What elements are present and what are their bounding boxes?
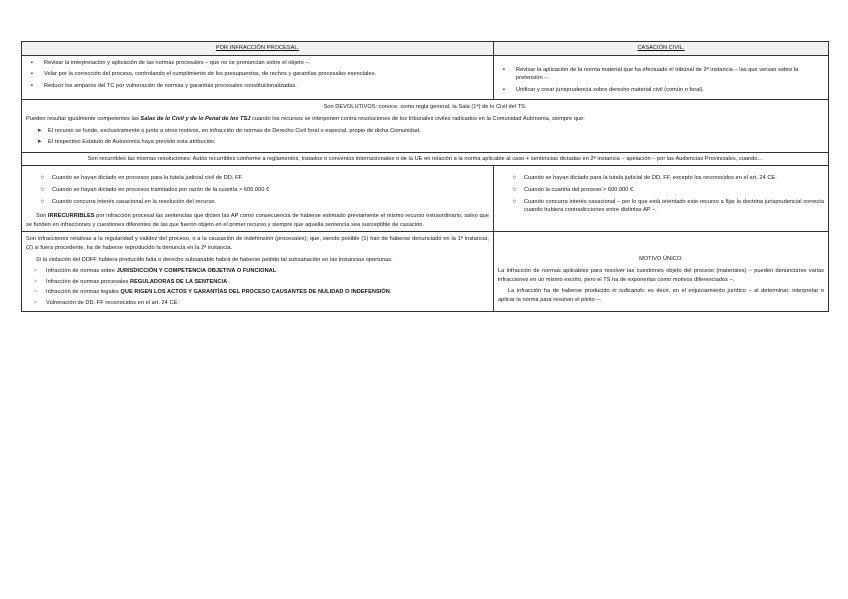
pointing-hand-icon: ☞ (33, 299, 39, 306)
square-bullet-icon: ▪ (31, 82, 34, 89)
list-item: ▪ Unificar y crear jurisprudencia sobre derecho material civil (común o foral). (503, 86, 705, 93)
pointing-hand-icon: ☞ (33, 268, 39, 275)
cases-right (494, 166, 829, 232)
list-item: ☆ Cuando se hayan dictado para la tutela judicial de DD. FF, excepto los reconocidos en el art. 24 CE. (512, 175, 777, 182)
right-title: CASACIÓN CIVIL. (637, 45, 685, 51)
square-bullet-icon: ▪ (31, 59, 34, 66)
grounds-left (22, 232, 494, 312)
ddff-paragraph: Si la violación del DDFF hubiera producido falta o derecho subsanable habrá de haberse pedido tal subsanación en las instancias oportunas. (36, 256, 393, 263)
list-item: ☞ Vulneración de DD. FF reconocidos en el art. 24 CE. (33, 299, 179, 306)
competence-row (22, 100, 829, 152)
cases-left (22, 166, 494, 232)
recurrible-cell: Son recurribles las mismas resoluciones: Autos recurribles conforme a reglamentos, tratados o convenios internacionales o de la UE en relación a la norma aplicable al caso + sentencias dictadas en 2ª instancia – apelación – por las Audiencias Provinciales, cuando... (22, 152, 829, 166)
list-item: ▪ Velar por la corrección del proceso, controlando el cumplimiento de los presupuestos, de rechos y garantías procesales esenciales. (31, 71, 377, 78)
header-right (494, 42, 829, 56)
single-ground-paragraph: La infracción de normas aplicables para resolver las cuestiones objeto del proceso (materiales) – pueden denunciarse varias infracciones en un mismo escrito, pero el TS ha de exponerlas como motivos diferenciados –. (498, 267, 824, 283)
list-item: ▪ Reducir los amparos del TC por vulneración de normas y garantías procesales constitucionalizadas. (31, 82, 297, 89)
list-item: ☆ Cuando concurra interés casacional – por lo que está orientado este recurso a fijar la doctrina jurisprudencial correcta cuando hubiera contradicciones entre distintas AP –. (512, 198, 824, 214)
list-item: ▪ Revisar la interpretación y aplicación de las normas procesales – que no se pronuncian sobre el objeto –. (31, 59, 311, 66)
square-bullet-icon: ▪ (503, 66, 506, 73)
arrow-bullet-icon: ➤ (37, 139, 42, 146)
list-item: ☆ Cuando concurra interés casacional en la resolución del recurso. (40, 198, 216, 205)
star-bullet-icon: ☆ (40, 186, 46, 193)
irrecurrible-paragraph: Son IRRECURRIBLES por infracción procesal las sentencias que dicten las AP como consecuencia de haberse estimado previamente el mismo recurso extraordinario, salvo que se funden en infracciones y cuestiones diferentes de las que fueron objeto en el primer recurso y siempre que aquella sentencia sea susceptible de casación. (26, 213, 489, 228)
header-left (22, 42, 494, 56)
list-item: ☞ Infracción de normas sobre JURISDICCIÓN Y COMPETENCIA OBJETIVA O FUNCIONAL. (33, 268, 278, 275)
list-item: ☆ Cuando se hayan dictado en procesos para la tutela judicial civil de DD. FF (40, 175, 242, 182)
cases-row (22, 166, 829, 232)
infractions-paragraph: Son infracciones relativas a la regularidad y validez del proceso, o a la causación de indefensión (procesales); que, siendo posible (1) han de haberse denunciado en la 1ª instancia, (2) si fuera procedente, ha de haberse reproducido la denuncia en la 2ª instancia. (26, 236, 489, 251)
purpose-right (494, 55, 829, 100)
list-item: ☆ Cuando se hayan dictado en procesos tramitados por razón de la cuantía > 600.000 € (40, 186, 270, 193)
devolutive-intro: Son DEVOLUTIVOS: conoce, como regla general, la Sala (1ª) de lo Civil del TS. (323, 104, 527, 111)
star-bullet-icon: ☆ (512, 175, 518, 182)
pointing-hand-icon: ☞ (33, 289, 39, 296)
grounds-row (22, 232, 829, 312)
list-item: ☆ Cuando la cuantía del proceso > 600.000 €. (512, 186, 635, 193)
list-item: ➤ El recurso se funde, exclusivamente o junto a otros motivos, en infracción de normas de Derecho Civil foral o especial, propio de dicha Comunidad. (37, 127, 421, 134)
list-item: ▪ Revisar la aplicación de la norma material que ha efectuado el tribunal de 2ª instancia – las que versan sobre la pretensión –. (503, 66, 799, 82)
arrow-bullet-icon: ➤ (37, 127, 42, 134)
purpose-left (22, 55, 494, 100)
left-title: POR INFRACCIÓN PROCESAL. (215, 45, 300, 51)
star-bullet-icon: ☆ (40, 175, 46, 182)
list-item: ☞ Infracción de normas procesales REGULADORAS DE LA SENTENCIA. (33, 278, 229, 285)
grounds-right (494, 232, 829, 312)
competence-cell (22, 100, 829, 152)
comparison-table (21, 41, 829, 312)
square-bullet-icon: ▪ (31, 71, 34, 78)
in-iudicando-paragraph: La infracción ha de haberse producido in iudicando; es decir, en el enjuiciamiento jurídico – al determinar, interpretar o aplicar la norma para resolver el pleito –. (498, 288, 824, 303)
recurrible-row (22, 152, 829, 166)
single-ground-title: MOTIVO ÚNICO: (639, 256, 683, 263)
star-bullet-icon: ☆ (512, 186, 518, 193)
header-row (22, 42, 829, 56)
list-item: ☞ Infracción de normas legales QUE RIGEN LOS ACTOS Y GARANTÍAS DEL PROCESO CAUSANTES DE NULIDAD O INDEFENSIÓN. (33, 289, 392, 296)
pointing-hand-icon: ☞ (33, 278, 39, 285)
competence-paragraph: Pueden resultar igualmente competentes las Salas de lo Civil y de lo Penal de los TSJ cuando los recursos se interponen contra resoluciones de los tribunales civiles radicados en la Comunidad Autónoma, siempre que: (26, 115, 585, 122)
list-item: ➤ El respectivo Estatuto de Autonomía haya previsto esta atribución. (37, 139, 216, 146)
star-bullet-icon: ☆ (512, 198, 518, 205)
purpose-row (22, 55, 829, 100)
square-bullet-icon: ▪ (503, 86, 506, 93)
star-bullet-icon: ☆ (40, 198, 46, 205)
